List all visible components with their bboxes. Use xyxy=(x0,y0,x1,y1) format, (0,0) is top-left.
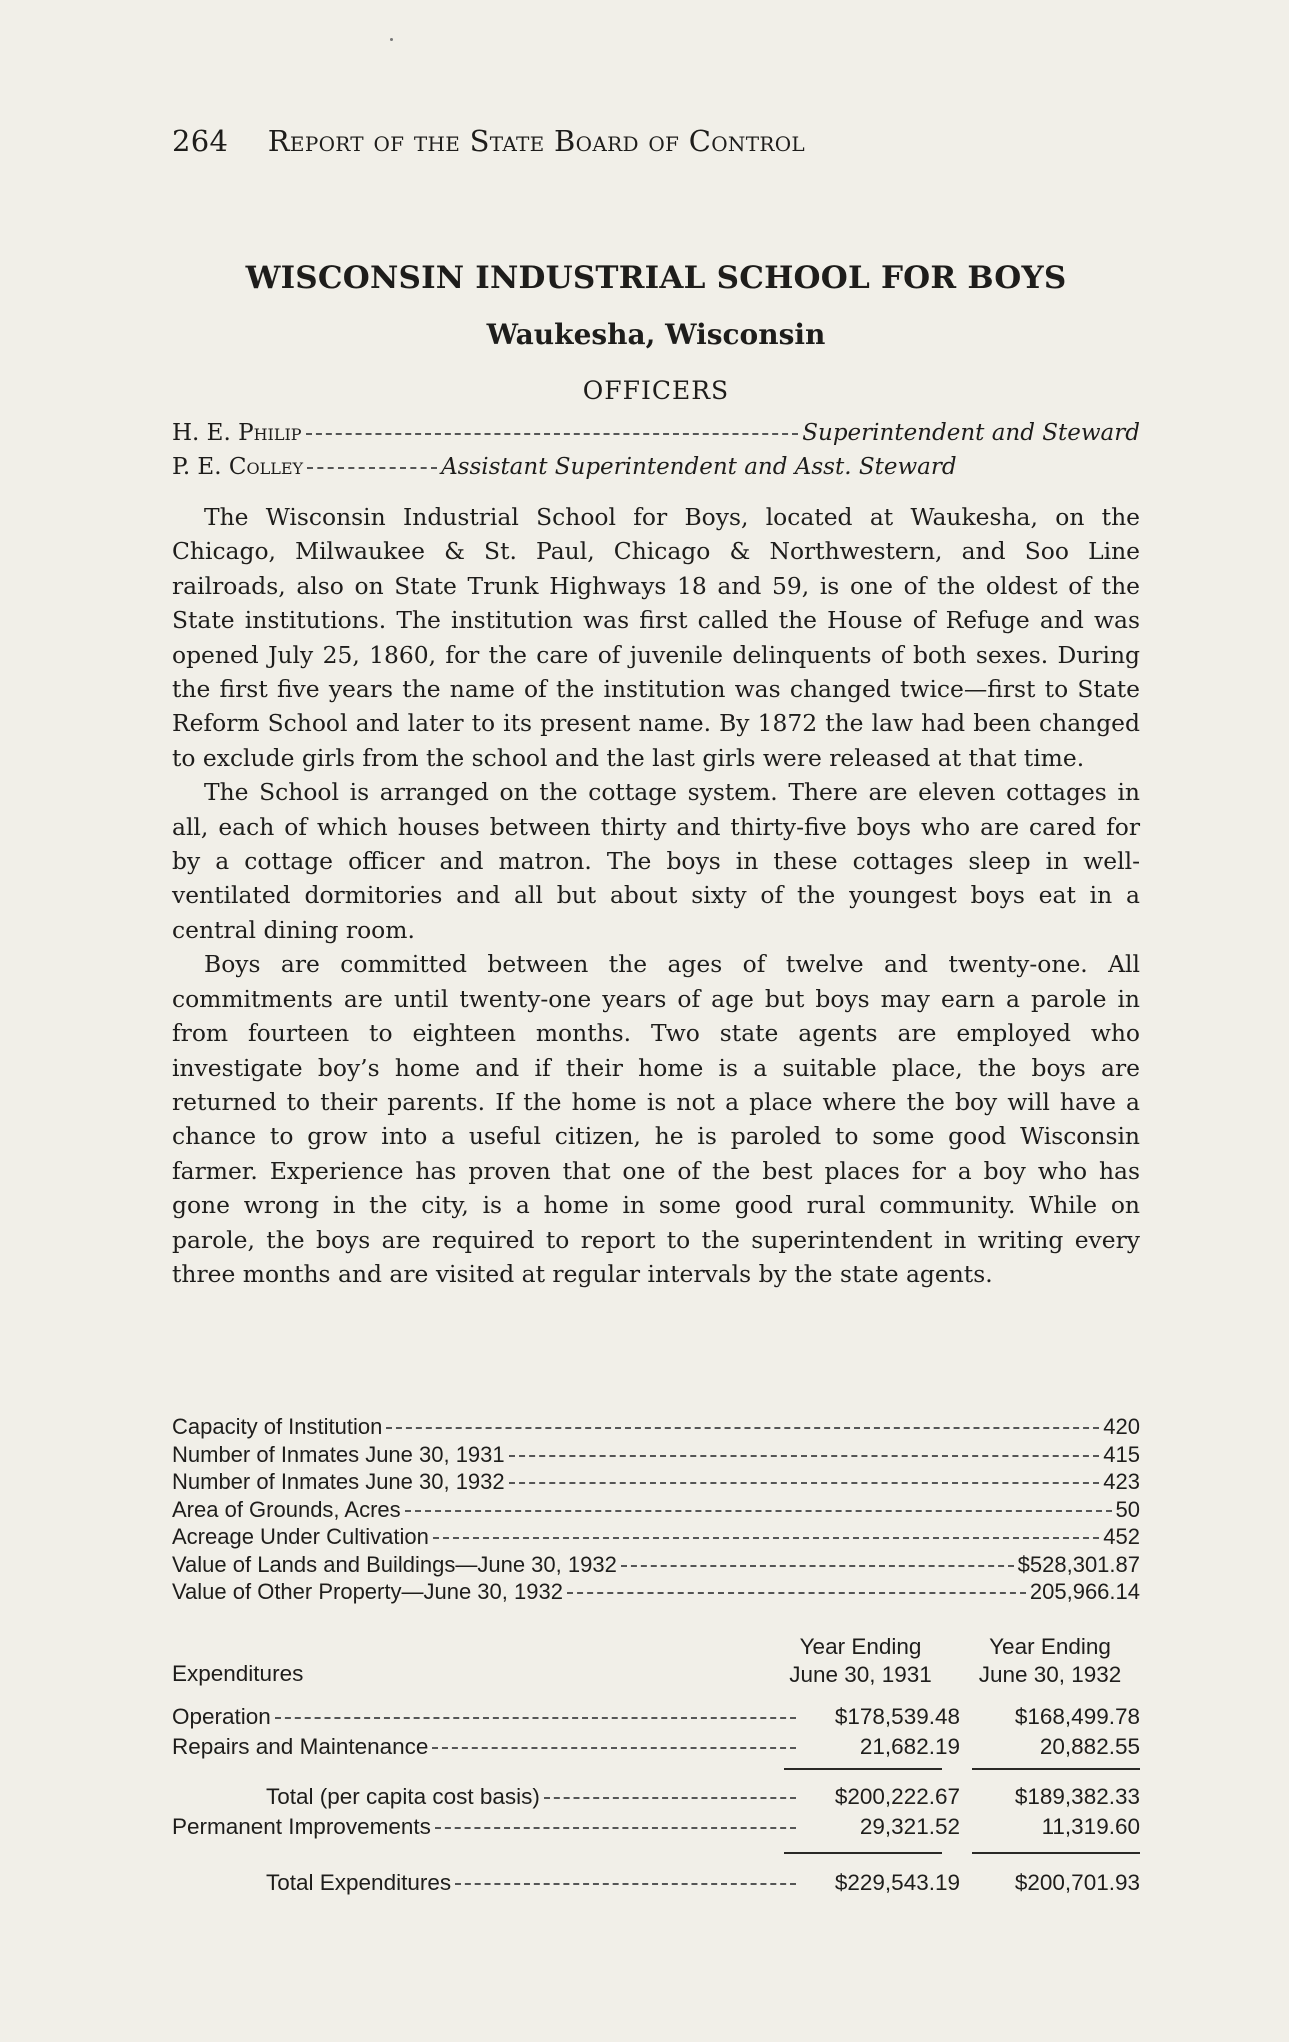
running-title: Report of the State Board of Control xyxy=(267,124,805,158)
stat-value: 415 xyxy=(1103,1441,1140,1467)
document-title: WISCONSIN INDUSTRIAL SCHOOL FOR BOYS xyxy=(245,260,1067,296)
stat-value: 420 xyxy=(1103,1414,1140,1439)
paragraph: The School is arranged on the cottage system. There are eleven cottages in all, each of which houses between thirty and thirty-five boys who are cared for by a cottage officer and matron. The boys in these cottages sleep in well-ventilated dormitories and all but about sixty of the youngest boys eat in a central dining room. xyxy=(172,778,1140,944)
officer-row-2 xyxy=(172,454,1140,484)
stat-label: Acreage Under Cultivation xyxy=(172,1524,429,1549)
stat-label: Area of Grounds, Acres xyxy=(172,1496,401,1522)
page-number: 264 xyxy=(172,124,229,158)
print-speck xyxy=(390,38,393,41)
statistics-list xyxy=(172,1414,1140,1607)
value-1931: 21,682.19 xyxy=(859,1734,960,1759)
total-row xyxy=(172,1870,1140,1900)
sum-rule xyxy=(972,1852,1140,1854)
table-row xyxy=(172,1814,1140,1844)
sum-rule xyxy=(784,1768,942,1770)
dot-leader xyxy=(621,1565,1014,1567)
stat-label: Value of Lands and Buildings—June 30, 1932 xyxy=(172,1551,617,1577)
row-label: Operation xyxy=(172,1704,271,1729)
table-row xyxy=(172,1734,1140,1764)
body-text xyxy=(172,500,1140,1291)
expenditures-label: Expenditures xyxy=(172,1661,304,1686)
stat-value: $528,301.87 xyxy=(1017,1551,1140,1577)
dot-leader xyxy=(307,467,437,469)
dot-leader xyxy=(306,433,799,435)
stat-value: 205,966.14 xyxy=(1029,1579,1140,1604)
dot-leader xyxy=(432,1747,796,1749)
stat-row xyxy=(172,1469,1140,1497)
dot-leader xyxy=(544,1797,796,1799)
value-1932: 11,319.60 xyxy=(1041,1814,1140,1839)
stat-row xyxy=(172,1579,1140,1607)
dot-leader xyxy=(567,1592,1026,1594)
stat-label: Number of Inmates June 30, 1931 xyxy=(172,1441,505,1467)
value-1932: $200,701.93 xyxy=(1014,1870,1140,1895)
value-1931: 29,321.52 xyxy=(859,1814,960,1839)
stat-row xyxy=(172,1414,1140,1442)
stat-label: Number of Inmates June 30, 1932 xyxy=(172,1469,505,1494)
stat-label: Value of Other Property—June 30, 1932 xyxy=(172,1579,563,1604)
sum-rule xyxy=(972,1768,1140,1770)
paragraph: The Wisconsin Industrial School for Boys, located at Waukesha, on the Chicago, Milwaukee & St. Paul, Chicago & Northwestern, and Soo Line railroads, also on State Trunk Highways 18 and 59, is one of the oldest of the State institutions. The institution was first called the House of Refuge and was opened July 25, 1860, for the care of juvenile delinquents of both sexes. During the first five years the name of the institution was changed twice—first to State Reform School and later to its present name. By 1872 the law had been changed to exclude girls from the school and the last girls were released at that time. xyxy=(172,503,1140,772)
dot-leader xyxy=(405,1510,1112,1512)
value-1932: 20,882.55 xyxy=(1039,1734,1140,1759)
stat-value: 423 xyxy=(1103,1469,1140,1494)
sum-rule xyxy=(784,1852,942,1854)
dot-leader xyxy=(509,1455,1100,1457)
row-label: Total Expenditures xyxy=(266,1870,452,1895)
expenditures-table xyxy=(172,1630,1140,1900)
row-label: Repairs and Maintenance xyxy=(172,1734,429,1759)
officers-heading: OFFICERS xyxy=(582,376,730,405)
dot-leader xyxy=(433,1537,1099,1539)
subtotal-row xyxy=(172,1784,1140,1814)
officer-name: H. E. Philip xyxy=(172,420,302,446)
table-row xyxy=(172,1704,1140,1734)
column-header-1931: Year Ending June 30, 1931 xyxy=(789,1634,932,1687)
officer-role: Assistant Superintendent and Asst. Steward xyxy=(441,454,957,480)
value-1932: $189,382.33 xyxy=(1014,1784,1140,1809)
value-1931: $229,543.19 xyxy=(834,1870,960,1895)
dot-leader xyxy=(386,1427,1099,1429)
stat-row xyxy=(172,1552,1140,1580)
dot-leader xyxy=(435,1827,796,1829)
stat-row xyxy=(172,1524,1140,1552)
stat-row xyxy=(172,1442,1140,1470)
stat-value: 50 xyxy=(1115,1496,1140,1522)
column-header-1932: Year Ending June 30, 1932 xyxy=(978,1634,1122,1687)
value-1931: $200,222.67 xyxy=(834,1784,960,1809)
row-label: Permanent Improvements xyxy=(172,1814,431,1839)
dot-leader xyxy=(275,1717,796,1719)
row-label: Total (per capita cost basis) xyxy=(266,1784,540,1809)
officer-role: Superintendent and Steward xyxy=(802,420,1140,446)
expenditures-header xyxy=(172,1630,1140,1692)
officer-row-1 xyxy=(172,420,1140,450)
stat-row xyxy=(172,1497,1140,1525)
running-head xyxy=(172,124,805,158)
location-subtitle: Waukesha, Wisconsin xyxy=(486,318,826,351)
dot-leader xyxy=(509,1482,1100,1484)
paragraph: Boys are committed between the ages of twelve and twenty-one. All commitments are until twenty-one years of age but boys may earn a parole in from fourteen to eighteen months. Two state agents are employed who investigate boy’s home and if their home is a suitable place, the boys are returned to their parents. If the home is not a place where the boy will have a chance to grow into a useful citizen, he is paroled to some good Wisconsin farmer. Experience has proven that one of the best places for a boy who has gone wrong in the city, is a home in some good rural community. While on parole, the boys are required to report to the superintendent in writing every three months and are visited at regular intervals by the state agents. xyxy=(172,950,1140,1288)
value-1932: $168,499.78 xyxy=(1014,1704,1140,1729)
dot-leader xyxy=(455,1883,796,1885)
officer-name: P. E. Colley xyxy=(172,454,304,480)
value-1931: $178,539.48 xyxy=(834,1704,960,1729)
stat-label: Capacity of Institution xyxy=(172,1414,383,1439)
stat-value: 452 xyxy=(1103,1524,1140,1549)
